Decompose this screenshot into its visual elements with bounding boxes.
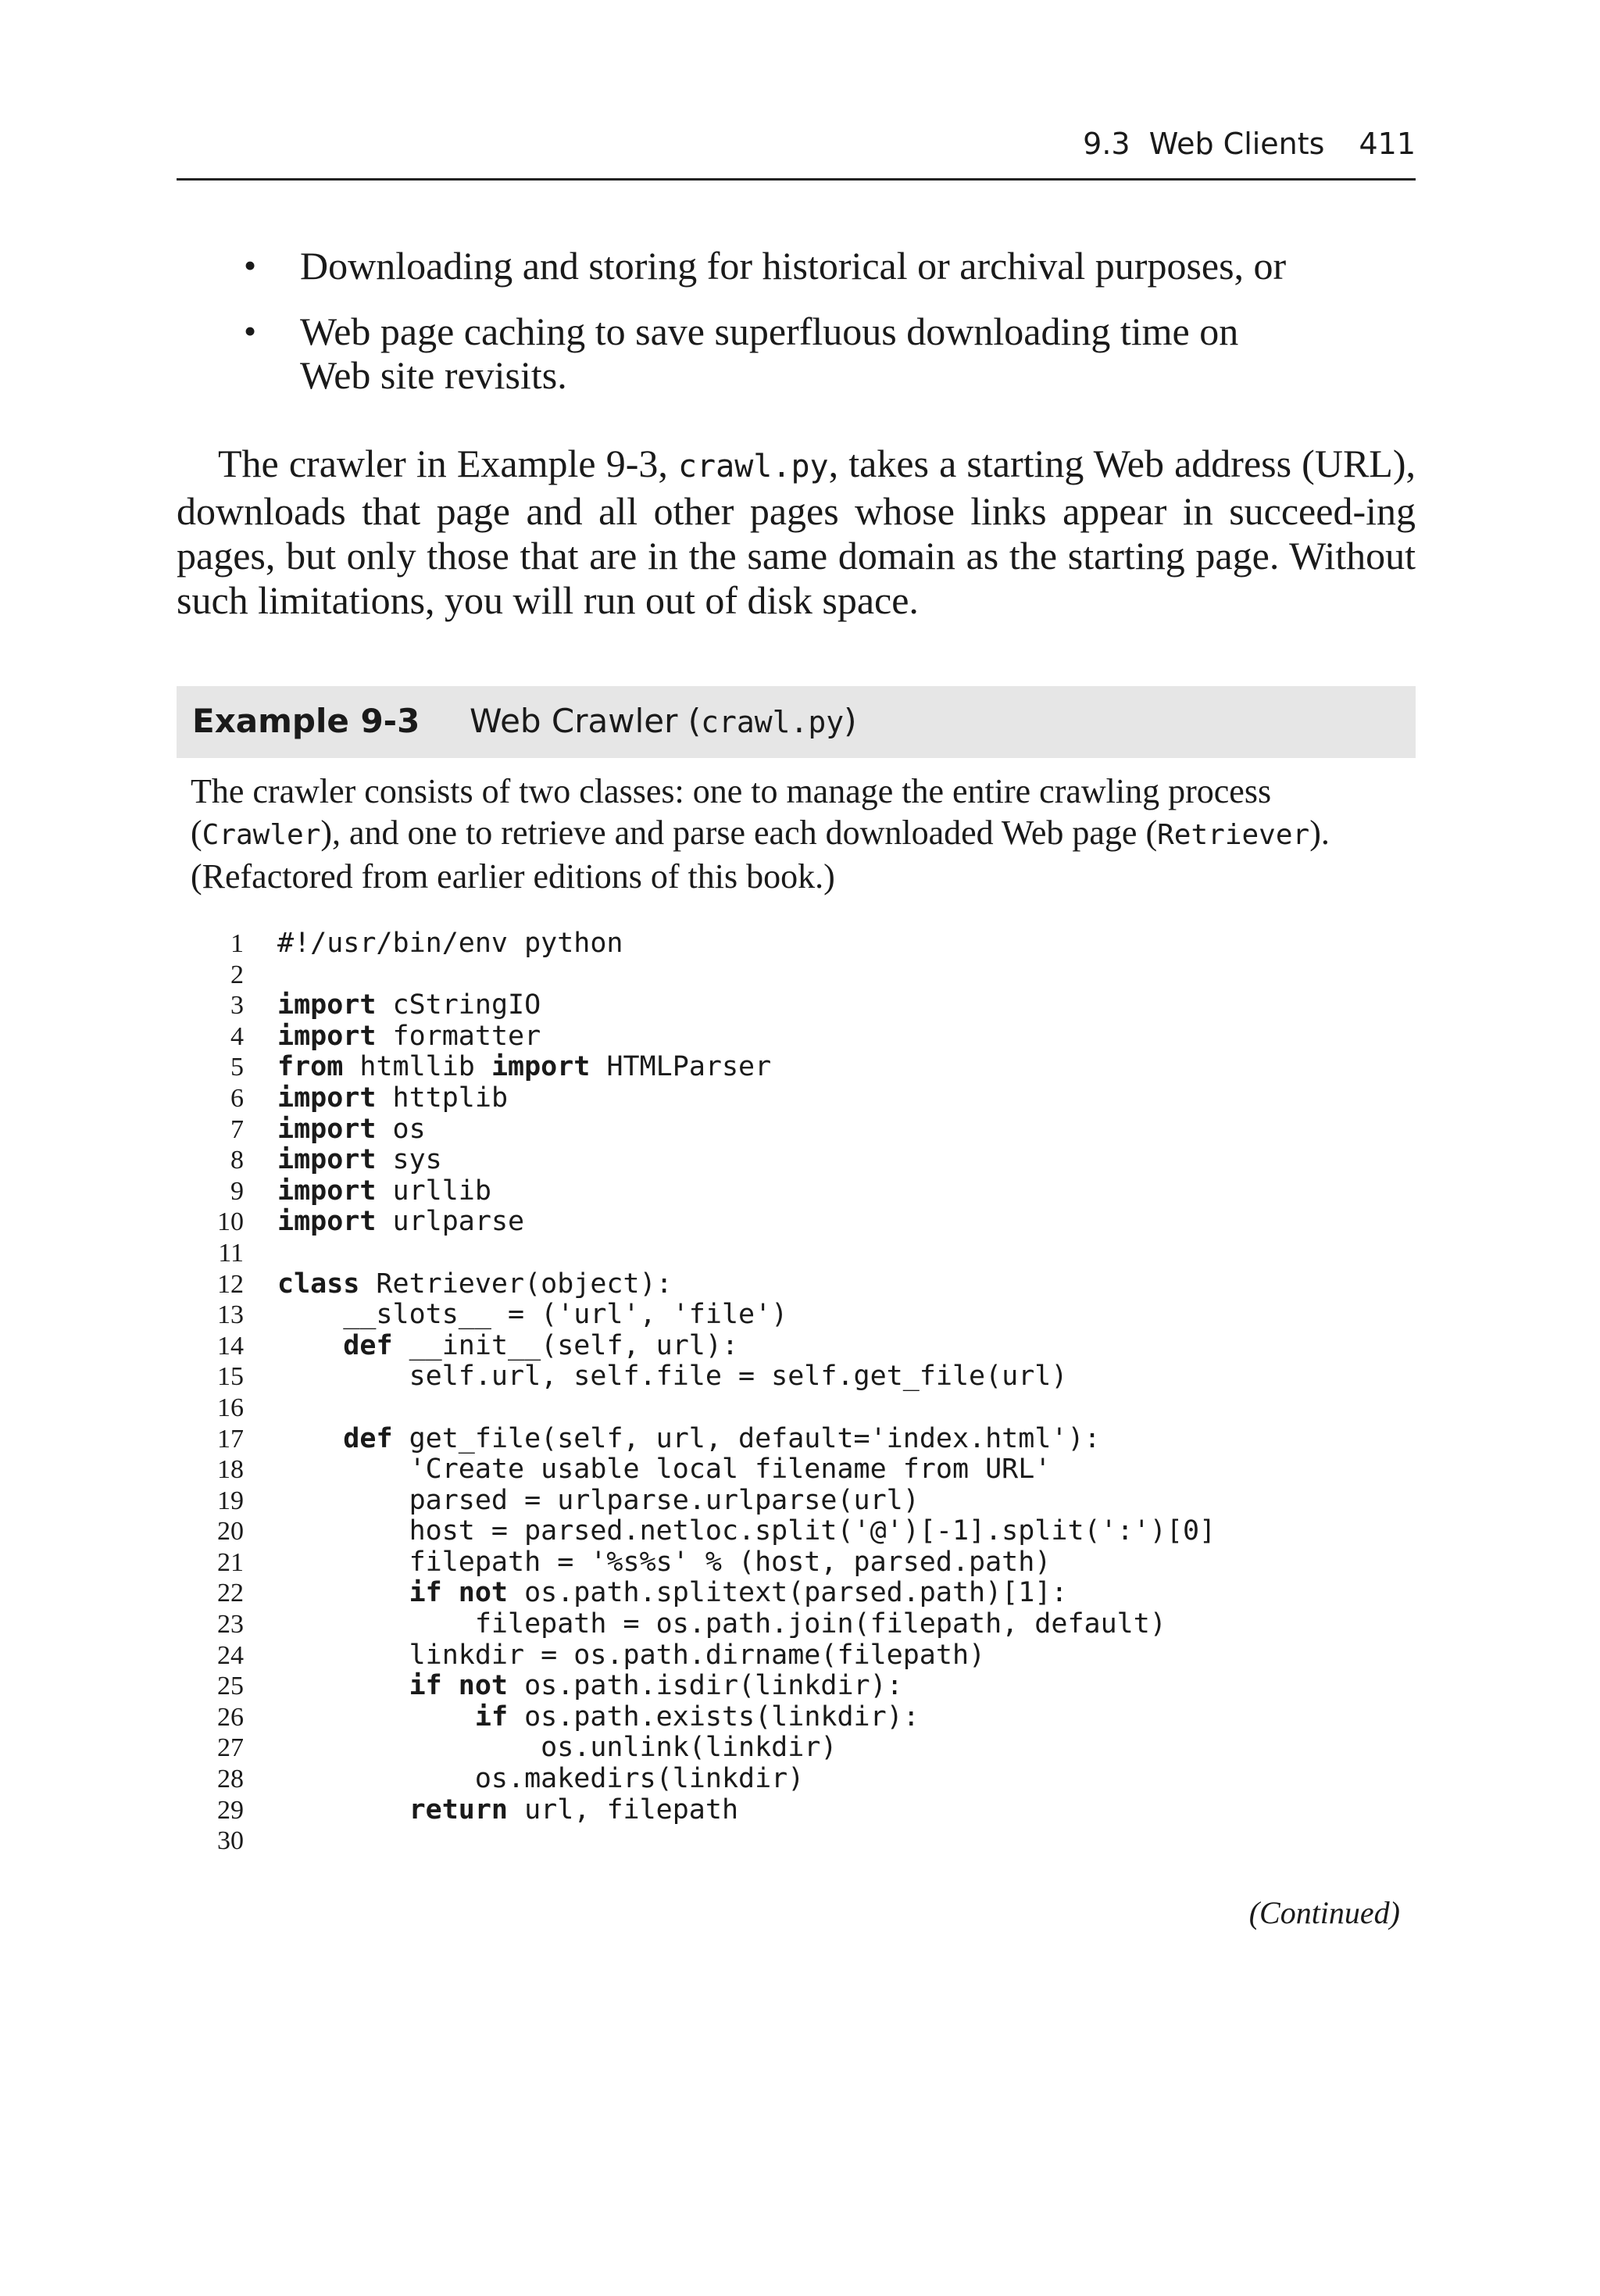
line-number: 25 (217, 1672, 244, 1701)
line-number: 3 (230, 991, 244, 1021)
code-text (277, 1733, 837, 1764)
code-token: os.path.splitext(parsed.path)[1]: (508, 1577, 1068, 1609)
code-token: cStringIO (376, 989, 541, 1021)
code-text (277, 1764, 804, 1795)
desc-code2: Retriever (1157, 819, 1310, 851)
line-number: 5 (230, 1053, 244, 1082)
code-line (177, 1733, 1416, 1764)
code-keyword: if (474, 1701, 509, 1733)
code-text (277, 1114, 426, 1146)
code-line (177, 960, 1416, 991)
line-number: 29 (217, 1795, 244, 1825)
code-token (277, 1577, 409, 1608)
intro-text-after: , takes a starting Web address (URL), downloads that page and all other pages whose links appear in succeed-ing pages, but only those that are in the same domain as the starting page. Without such limitations, you will run out of disk space. (177, 442, 1416, 622)
code-token: urllib (376, 1175, 491, 1207)
code-text (277, 1361, 1067, 1393)
bullet-icon: • (244, 311, 257, 351)
line-number: 16 (217, 1393, 244, 1422)
code-token: httplib (376, 1082, 509, 1114)
code-text (277, 1702, 920, 1733)
code-token (277, 1794, 409, 1826)
code-line (177, 1516, 1416, 1547)
code-token: os.path.exists(linkdir): (508, 1701, 920, 1733)
code-text (277, 1609, 1166, 1640)
code-keyword: if not (409, 1670, 509, 1702)
line-number: 28 (217, 1765, 244, 1794)
desc-part2: ), and one to retrieve and parse each downloaded Web page ( (320, 814, 1158, 852)
code-token: filepath = os.path.join(filepath, default) (277, 1608, 1166, 1640)
line-number: 9 (230, 1176, 244, 1206)
bullet-text: Web page caching to save superfluous downloading time on Web site revisits. (300, 309, 1239, 397)
intro-code: crawl.py (677, 449, 829, 485)
code-line (177, 1361, 1416, 1393)
line-number: 7 (230, 1114, 244, 1144)
example-label: Example 9-3 (192, 702, 420, 740)
code-text (277, 1176, 491, 1207)
code-token (277, 1330, 343, 1361)
code-line (177, 1207, 1416, 1238)
code-line (177, 1578, 1416, 1609)
code-text (277, 1547, 1051, 1579)
code-token: os.makedirs(linkdir) (277, 1763, 805, 1795)
code-text (277, 1578, 1067, 1609)
example-header (177, 686, 1416, 758)
code-token: htmllib (343, 1051, 491, 1083)
line-number: 20 (217, 1517, 244, 1547)
code-line (177, 1300, 1416, 1331)
code-line (177, 1114, 1416, 1146)
code-line (177, 1021, 1416, 1053)
code-line (177, 1269, 1416, 1300)
code-line (177, 1702, 1416, 1733)
code-text (277, 1145, 442, 1176)
code-line (177, 1764, 1416, 1795)
line-number: 2 (230, 960, 244, 989)
code-text (277, 1021, 541, 1053)
continued-note: (Continued) (1248, 1895, 1400, 1930)
code-keyword: import (277, 1206, 377, 1238)
code-text (277, 1083, 508, 1114)
example-description (191, 771, 1402, 897)
line-number: 23 (217, 1610, 244, 1640)
line-number: 11 (218, 1238, 244, 1268)
code-token: urlparse (376, 1206, 525, 1238)
line-number: 30 (217, 1826, 244, 1856)
list-item (177, 244, 1316, 288)
code-token (277, 1701, 475, 1733)
code-token: filepath = '%s%s' % (host, parsed.path) (277, 1546, 1052, 1578)
page-number: 411 (1359, 127, 1416, 161)
code-keyword: from (277, 1051, 344, 1083)
desc-part3: ). (Refactored from earlier editions of this book.) (191, 814, 1330, 896)
line-number: 27 (217, 1733, 244, 1763)
code-keyword: import (277, 1175, 377, 1207)
line-number: 19 (217, 1486, 244, 1515)
code-text (277, 1671, 903, 1702)
code-token: Retriever(object): (359, 1268, 673, 1300)
code-line (177, 1454, 1416, 1486)
example-title (470, 702, 857, 740)
code-token: os.unlink(linkdir) (277, 1732, 838, 1764)
code-line (177, 1331, 1416, 1362)
code-token: os (376, 1113, 426, 1145)
code-text (277, 1052, 771, 1083)
code-token: get_file(self, url, default='index.html'): (392, 1422, 1101, 1454)
code-keyword: import (277, 1144, 377, 1176)
line-number: 17 (217, 1424, 244, 1454)
code-text (277, 1454, 1051, 1486)
code-keyword: import (277, 1082, 377, 1114)
code-text (277, 928, 623, 960)
code-text (277, 990, 541, 1021)
code-line (177, 1640, 1416, 1672)
code-token: self.url, self.file = self.get_file(url) (277, 1361, 1068, 1393)
code-token: sys (376, 1144, 442, 1176)
intro-paragraph (177, 442, 1416, 623)
code-keyword: import (491, 1051, 591, 1083)
code-token: #!/usr/bin/env python (277, 928, 623, 959)
list-item (177, 309, 1316, 397)
code-text (277, 1300, 788, 1331)
line-number: 13 (217, 1300, 244, 1330)
line-number: 15 (217, 1362, 244, 1392)
code-line (177, 1609, 1416, 1640)
code-text (277, 1795, 738, 1826)
code-line (177, 1671, 1416, 1702)
code-line (177, 1486, 1416, 1517)
code-line (177, 1145, 1416, 1176)
code-keyword: class (277, 1268, 360, 1300)
desc-code1: Crawler (202, 819, 321, 851)
code-keyword: import (277, 1020, 377, 1052)
code-token: __slots__ = ('url', 'file') (277, 1299, 788, 1331)
line-number: 8 (230, 1146, 244, 1175)
example-title-code: crawl.py (701, 705, 845, 739)
line-number: 24 (217, 1640, 244, 1670)
code-line (177, 1052, 1416, 1083)
code-text (277, 1486, 920, 1517)
line-number: 14 (217, 1331, 244, 1361)
code-token: HTMLParser (590, 1051, 772, 1083)
code-text (277, 1207, 524, 1238)
code-text (277, 1331, 738, 1362)
code-token: formatter (376, 1020, 541, 1052)
code-text (277, 1424, 1101, 1455)
code-keyword: return (409, 1794, 509, 1826)
example-title-text: Web Crawler ( (470, 702, 702, 740)
line-number: 21 (217, 1547, 244, 1577)
running-head-text (1083, 127, 1416, 161)
code-token: os.path.isdir(linkdir): (508, 1670, 903, 1702)
code-text (277, 1640, 985, 1672)
line-number: 26 (217, 1702, 244, 1732)
intro-text-before: The crawler in Example 9-3, (218, 442, 678, 485)
code-text (277, 1269, 673, 1300)
line-number: 22 (217, 1579, 244, 1608)
bullet-icon: • (244, 245, 257, 285)
example-title-close: ) (844, 702, 857, 740)
line-number: 10 (217, 1207, 244, 1237)
code-line (177, 928, 1416, 960)
desc-part1: The crawler consists of two classes: one to manage the entire crawling process ( (191, 772, 1272, 852)
code-line (177, 1393, 1416, 1424)
code-token: parsed = urlparse.urlparse(url) (277, 1484, 920, 1516)
code-token: linkdir = os.path.dirname(filepath) (277, 1639, 986, 1671)
code-line (177, 1424, 1416, 1455)
code-token: url, filepath (508, 1794, 739, 1826)
code-keyword: def (343, 1329, 393, 1361)
code-text (277, 1516, 1216, 1547)
code-line (177, 1826, 1416, 1857)
line-number: 6 (230, 1083, 244, 1113)
code-line (177, 990, 1416, 1021)
code-line (177, 1176, 1416, 1207)
code-keyword: def (343, 1422, 393, 1454)
line-number: 4 (230, 1021, 244, 1051)
code-line (177, 1795, 1416, 1826)
line-number: 18 (217, 1455, 244, 1485)
code-line (177, 1083, 1416, 1114)
code-token (277, 1423, 343, 1454)
code-keyword: import (277, 1113, 377, 1145)
line-number: 1 (230, 929, 244, 958)
section-title: 9.3 Web Clients (1083, 127, 1325, 161)
code-token (277, 1670, 409, 1701)
code-keyword: if not (409, 1577, 509, 1609)
running-head (177, 122, 1416, 181)
code-listing (177, 928, 1416, 1857)
code-token: __init__(self, url): (392, 1329, 739, 1361)
bullet-list (177, 244, 1416, 419)
bullet-text: Downloading and storing for historical or archival purposes, or (300, 244, 1287, 288)
code-line (177, 1238, 1416, 1269)
code-line (177, 1547, 1416, 1579)
code-token: host = parsed.netloc.split('@')[-1].split(':')[0] (277, 1515, 1216, 1547)
code-keyword: import (277, 989, 377, 1021)
code-token: 'Create usable local filename from URL' (277, 1454, 1052, 1486)
line-number: 12 (217, 1269, 244, 1299)
